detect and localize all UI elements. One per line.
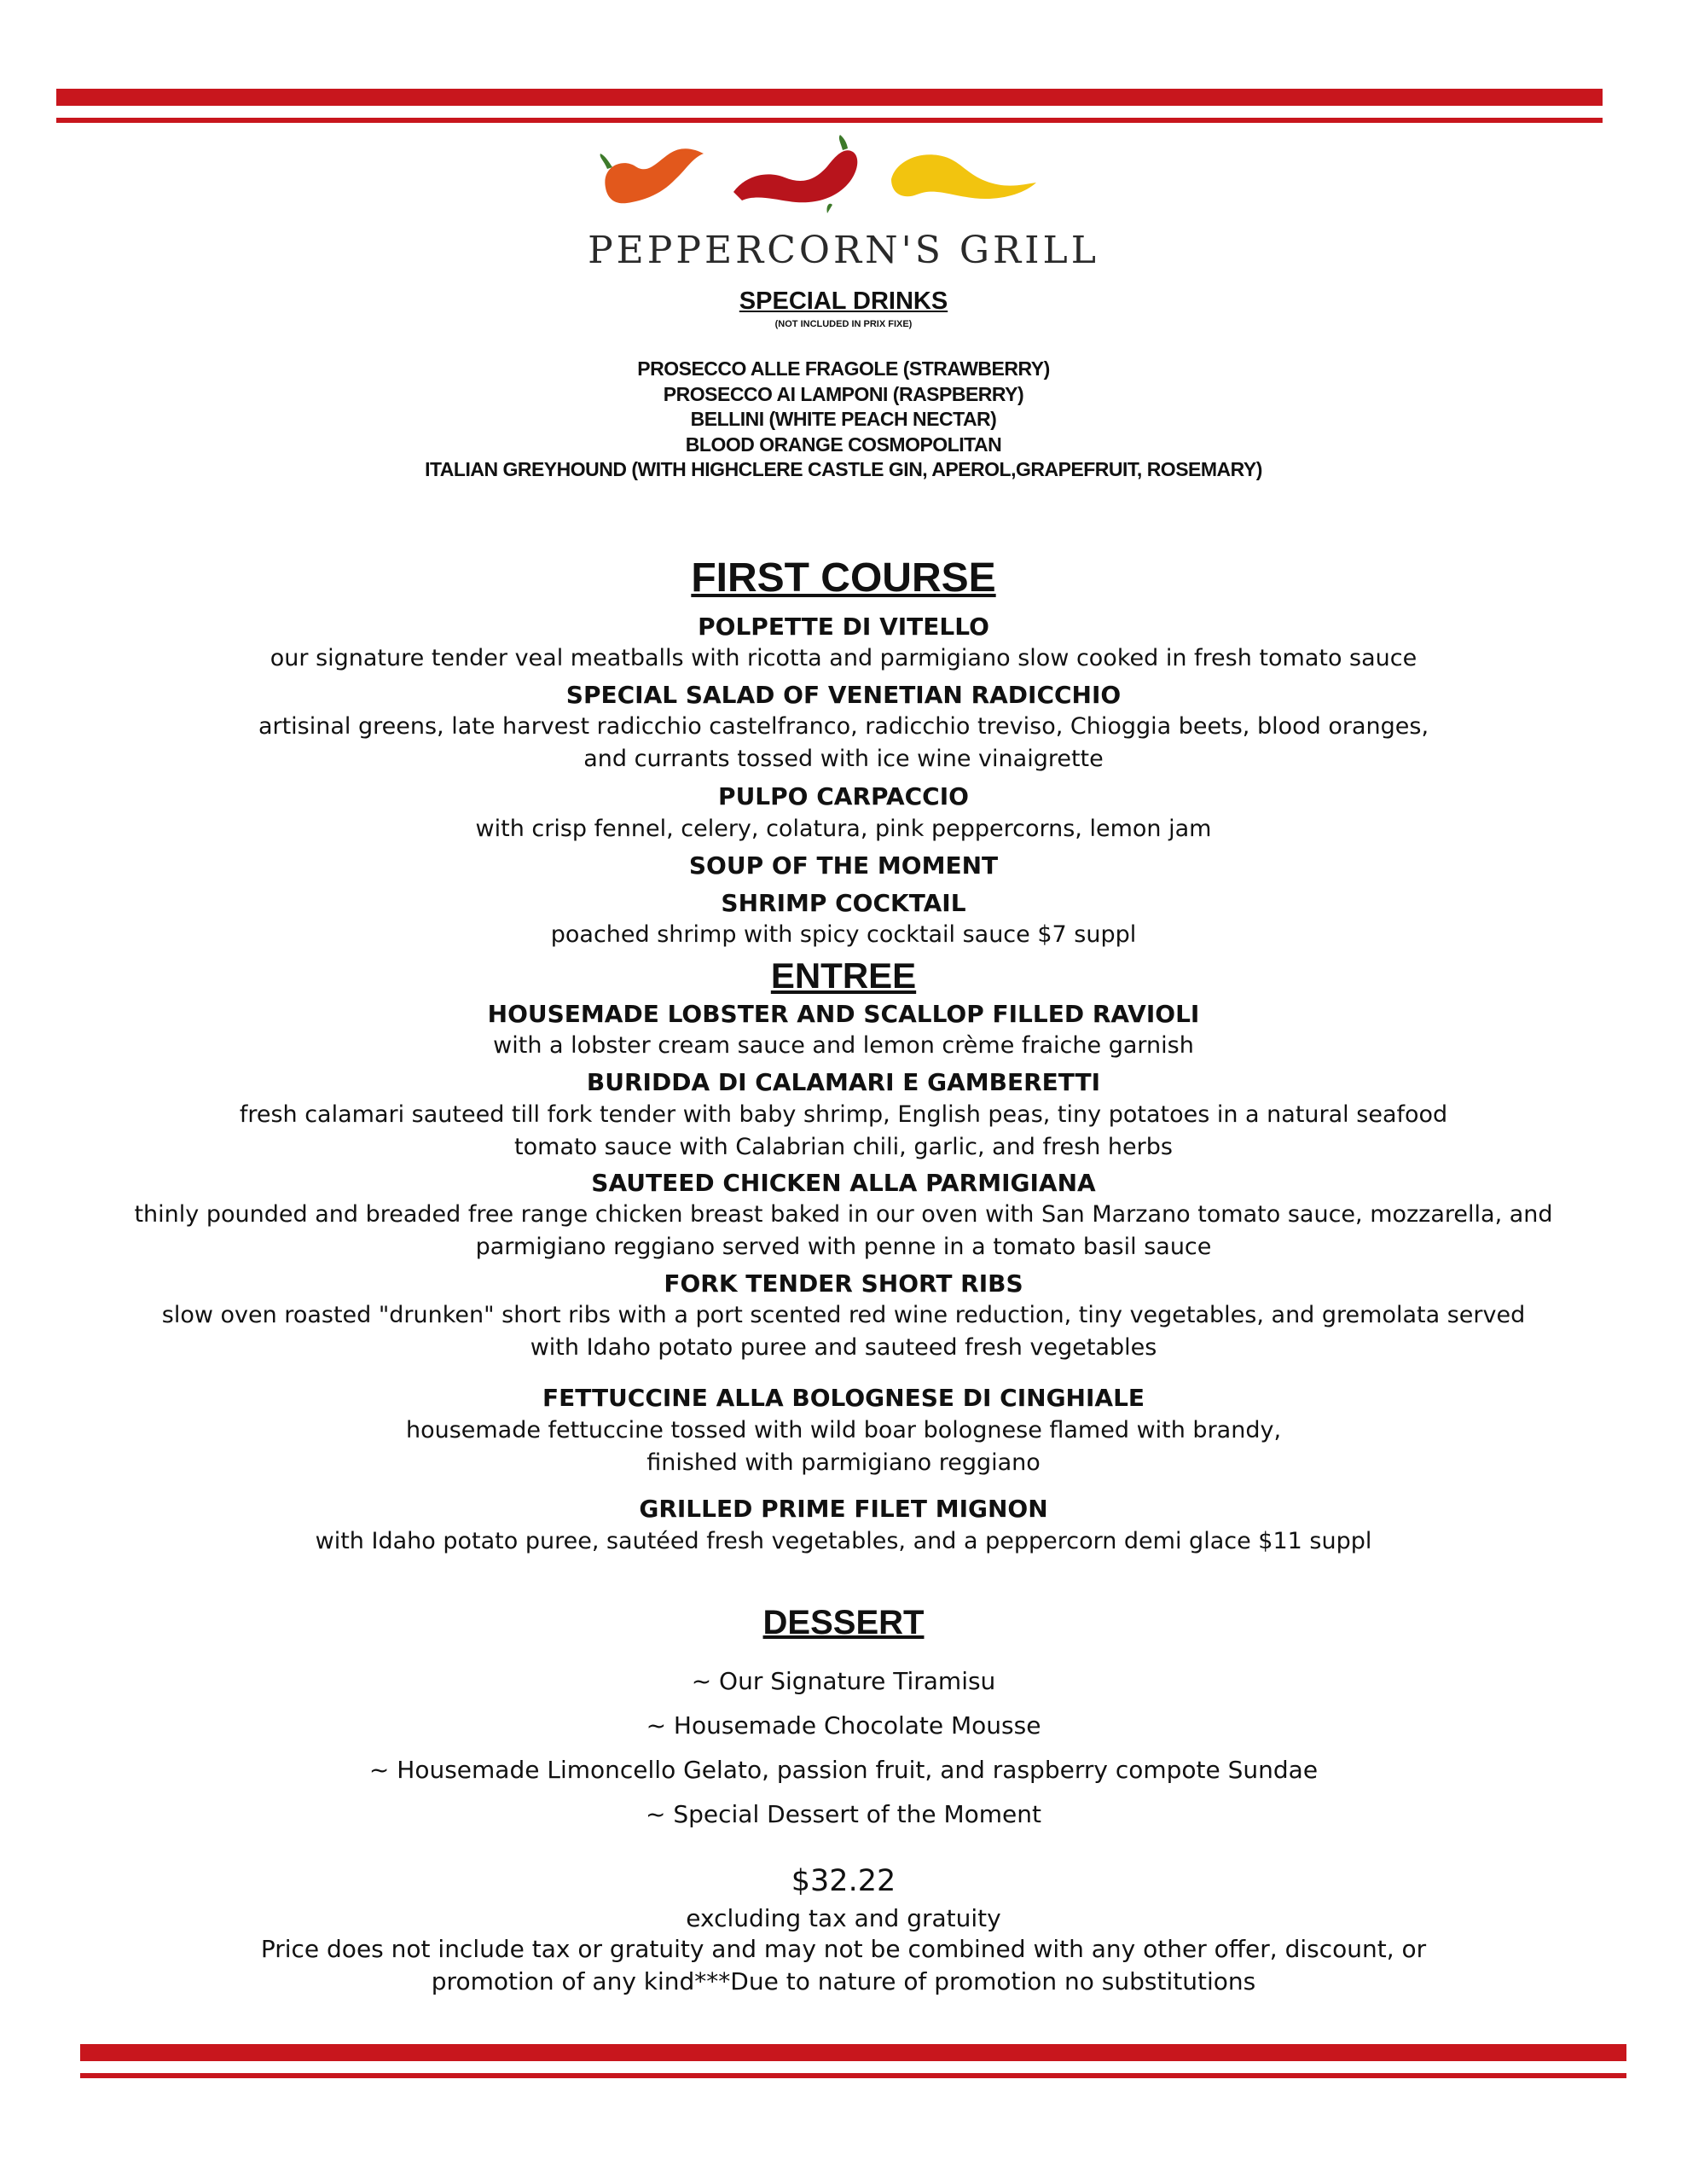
menu-item-name: PULPO CARPACCIO	[718, 782, 969, 810]
drink-item: BLOOD ORANGE COSMOPOLITAN	[685, 433, 1002, 456]
menu-item-description: with crisp fennel, celery, colatura, pink peppercorns, lemon jam	[475, 816, 1212, 842]
menu-item-description: housemade fettuccine tossed with wild boar bolognese flamed with brandy,	[405, 1417, 1282, 1443]
drinks-list	[0, 357, 1687, 483]
menu-item-description: with a lobster cream sauce and lemon crème fraiche garnish	[493, 1032, 1194, 1059]
drink-item: ITALIAN GREYHOUND (WITH HIGHCLERE CASTLE GIN, APEROL,GRAPEFRUIT, ROSEMARY)	[425, 458, 1262, 480]
dessert-title: DESSERT	[762, 1604, 925, 1641]
drink-item: PROSECCO AI LAMPONI (RASPBERRY)	[663, 382, 1024, 405]
drink-item: BELLINI (WHITE PEACH NECTAR)	[690, 408, 997, 430]
drinks-heading: SPECIAL DRINKS	[739, 288, 948, 315]
menu-item-description: with Idaho potato puree, sautéed fresh vegetables, and a peppercorn demi glace $11 suppl	[315, 1528, 1372, 1554]
disclaimer-line: promotion of any kind***Due to nature of promotion no substitutions	[431, 1967, 1256, 1995]
drink-item: PROSECCO ALLE FRAGOLE (STRAWBERRY)	[637, 357, 1050, 380]
price-subtext: excluding tax and gratuity	[686, 1904, 1001, 1932]
menu-item-description: and currants tossed with ice wine vinaigrette	[583, 746, 1104, 772]
entree-title: ENTREE	[770, 956, 917, 996]
menu-item-name: BURIDDA DI CALAMARI E GAMBERETTI	[586, 1068, 1101, 1096]
menu-item-name: SAUTEED CHICKEN ALLA PARMIGIANA	[591, 1169, 1096, 1197]
menu-item-name: HOUSEMADE LOBSTER AND SCALLOP FILLED RAVIOLI	[487, 1000, 1200, 1028]
menu-item-name: GRILLED PRIME FILET MIGNON	[639, 1495, 1048, 1523]
price-disclaimer	[0, 1933, 1687, 1998]
menu-item-description: slow oven roasted "drunken" short ribs with a port scented red wine reduction, tiny vegetables, and gremolata served	[161, 1302, 1526, 1328]
menu-item-description: thinly pounded and breaded free range chicken breast baked in our oven with San Marzano tomato sauce, mozzarella, and	[134, 1201, 1553, 1228]
disclaimer-line: Price does not include tax or gratuity and may not be combined with any other offer, discount, or	[260, 1935, 1427, 1963]
dessert-item: ~ Housemade Chocolate Mousse	[646, 1711, 1041, 1740]
menu-item-description: tomato sauce with Calabrian chili, garlic, and fresh herbs	[514, 1134, 1173, 1160]
top-rule-thick	[56, 89, 1603, 106]
dessert-item: ~ Our Signature Tiramisu	[691, 1667, 996, 1695]
prix-fixe-price: $32.22	[791, 1864, 896, 1898]
top-rule-thin	[56, 118, 1603, 123]
brand-name: PEPPERCORN'S GRILL	[588, 229, 1099, 272]
dessert-item: ~ Housemade Limoncello Gelato, passion fruit, and raspberry compote Sundae	[368, 1756, 1319, 1784]
dessert-item: ~ Special Dessert of the Moment	[646, 1800, 1041, 1828]
menu-item-description: finished with parmigiano reggiano	[646, 1449, 1041, 1476]
bottom-rule-thin	[80, 2073, 1626, 2078]
menu-item-description: our signature tender veal meatballs with ricotta and parmigiano slow cooked in fresh tomato sauce	[270, 645, 1417, 671]
drinks-note: (NOT INCLUDED IN PRIX FIXE)	[774, 319, 913, 329]
first-course-title: FIRST COURSE	[691, 555, 996, 601]
dessert-list	[0, 1659, 1687, 1837]
menu-item-description: fresh calamari sauteed till fork tender with baby shrimp, English peas, tiny potatoes in a natural seafood	[239, 1101, 1448, 1128]
menu-item-description: poached shrimp with spicy cocktail sauce $7 suppl	[550, 921, 1137, 948]
menu-item-name: FORK TENDER SHORT RIBS	[664, 1269, 1023, 1298]
menu-item-name: SHRIMP COCKTAIL	[721, 889, 966, 917]
menu-item-name: FETTUCCINE ALLA BOLOGNESE DI CINGHIALE	[542, 1384, 1145, 1412]
menu-item-description: with Idaho potato puree and sauteed fresh vegetables	[530, 1334, 1157, 1361]
menu-item-name: POLPETTE DI VITELLO	[698, 613, 989, 641]
menu-item-description: artisinal greens, late harvest radicchio castelfranco, radicchio treviso, Chioggia beets, blood oranges,	[258, 713, 1429, 740]
bottom-rule-thick	[80, 2044, 1626, 2061]
menu-item-description: parmigiano reggiano served with penne in a tomato basil sauce	[475, 1234, 1212, 1260]
menu-item-name: SPECIAL SALAD OF VENETIAN RADICCHIO	[565, 681, 1122, 709]
pepper-logo-icon	[597, 128, 1075, 226]
menu-item-name: SOUP OF THE MOMENT	[688, 851, 999, 880]
